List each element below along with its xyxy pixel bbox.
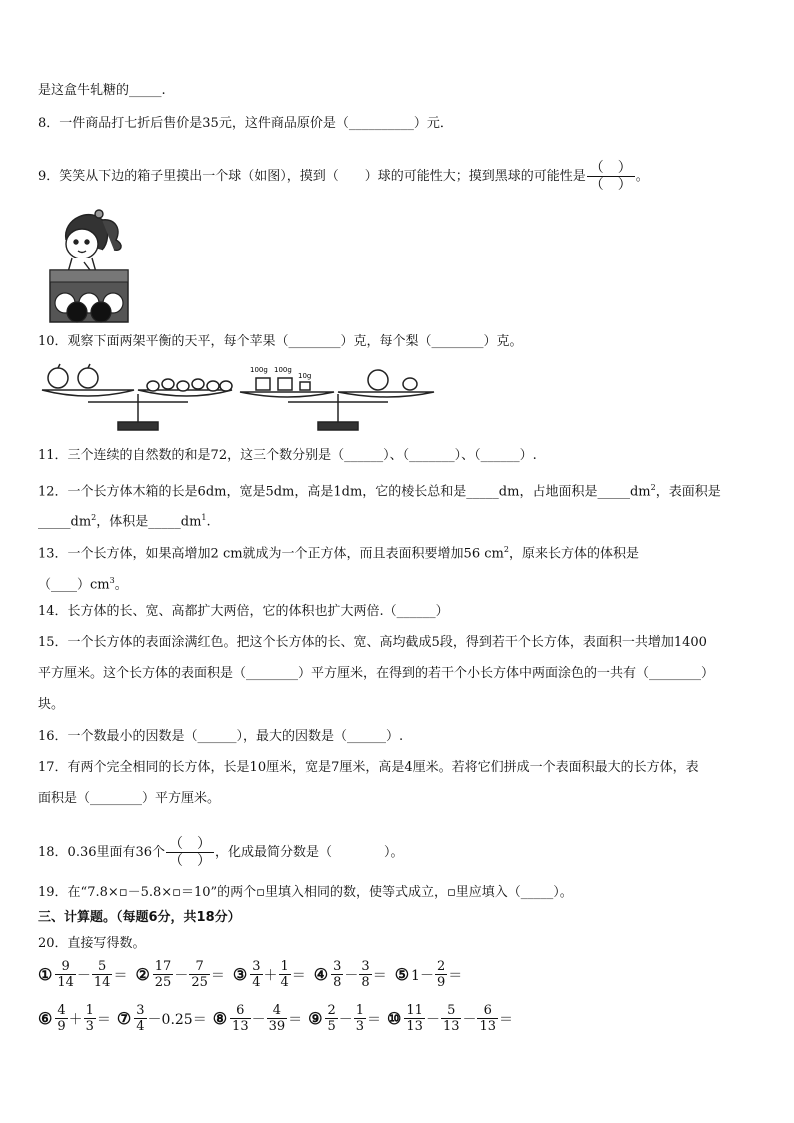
question-19: 19．在“7.8×▫－5.8×▫＝10”的两个▫里填入相同的数，使等式成立，▫里应填入（_____）。 [38,885,573,900]
calc-operator: ＋ [263,967,278,984]
fraction-denominator: 4 [280,975,289,990]
fraction [359,960,371,989]
fraction-numerator: 5 [92,960,113,975]
fraction-numerator: 4 [267,1004,288,1019]
fraction-denominator: 13 [406,1019,423,1034]
calc-equals: ＝ [96,1011,111,1028]
fraction [189,960,210,989]
fraction-numerator: 3 [136,1003,145,1018]
calc-equals: ＝ [288,1011,303,1028]
question-12-text-a: 12．一个长方体木箱的长是6dm，宽是5dm，高是1dm，它的棱长总和是_____dm，占地面积是_____dm [38,484,651,500]
calc-equals: ＝ [372,967,387,984]
fraction [325,1004,337,1033]
calc-item [213,1004,302,1033]
fraction [230,1004,251,1033]
girl-box-illustration [44,200,134,325]
fraction-numerator: 17 [154,959,172,974]
fraction-numerator: 4 [57,1003,66,1018]
superscript: 2 [650,483,656,492]
calc-operator: － [425,1011,440,1028]
calc-row-2 [38,1004,513,1033]
question-12-text-c: _____dm [38,514,92,530]
fraction-numerator: 1 [280,959,289,974]
fraction-numerator: 2 [436,959,446,974]
item-number: ⑧ [212,1009,228,1028]
fraction-denominator: （ ） [169,853,212,869]
fraction [55,1004,67,1033]
calc-operator: － [462,1011,477,1028]
calc-operator: － [251,1011,266,1028]
calc-item [395,960,463,989]
fraction-denominator: 9 [436,975,446,990]
fraction-denominator: 9 [57,1019,66,1034]
question-14: 14．长方体的长、宽、高都扩大两倍，它的体积也扩大两倍.（______） [38,604,449,619]
calc-operator: ＋ [68,1011,83,1028]
fraction [134,1004,146,1033]
item-number: ④ [313,965,329,984]
calc-equals: ＝ [210,967,225,984]
weight-label-3: 10g [298,372,312,380]
calc-item [135,960,224,989]
fraction-numerator: 3 [333,959,342,974]
balance-scales-illustration [38,362,438,434]
question-9 [38,160,758,193]
calc-operator: － [344,967,359,984]
question-13-text-c: （____）cm [38,577,110,593]
superscript: 1 [201,513,207,522]
fraction-denominator: 3 [85,1019,94,1034]
calc-operator: － [76,967,91,984]
calc-item [38,1004,111,1033]
fraction [250,960,262,989]
fraction-blank [587,160,635,193]
fraction-denominator: 3 [355,1019,365,1034]
fraction [153,960,174,989]
fraction [435,960,447,989]
fraction [331,960,343,989]
weight-label-2: 100g [274,366,292,374]
calc-operator: － [338,1011,353,1028]
question-18-text-a: 18．0.36里面有36个 [38,845,166,860]
question-17-line1: 17．有两个完全相同的长方体，长是10厘米，宽是7厘米，高是4厘米。若将它们拼成一个表面积最大的长方体，表 [38,760,699,775]
fraction-denominator: 13 [442,1019,460,1034]
fraction-numerator: 6 [477,1004,498,1019]
item-number: ① [38,965,53,984]
fraction-denominator: 13 [232,1019,249,1034]
calc-operator: － [174,967,189,984]
item-number: ⑤ [394,965,410,984]
fraction-numerator: 7 [189,960,210,975]
fraction-denominator: 4 [136,1019,145,1034]
fraction-numerator: 11 [406,1003,423,1018]
fraction [404,1004,425,1033]
question-12-line2 [38,509,758,531]
question-13-text-a: 13．一个长方体，如果高增加2 cm就成为一个正方体，而且表面积要增加56 cm [38,546,504,562]
item-number: ② [135,965,150,984]
question-9-text: 9．笑笑从下边的箱子里摸出一个球（如图），摸到（ ）球的可能性大；摸到黑球的可能性是 [38,169,586,184]
question-18-text-b: ，化成最简分数是（ ）。 [215,845,404,860]
fraction-denominator: 13 [479,1019,497,1034]
fraction-blank [166,836,214,869]
fraction-numerator: （ ） [166,836,214,853]
fraction [55,960,76,989]
question-12-text-d: ，体积是_____dm [96,514,202,530]
item-number: ⑥ [38,1009,53,1028]
superscript: 2 [91,513,97,522]
question-17-line2: 面积是（________）平方厘米。 [38,791,221,806]
calc-equals: ＝ [291,967,306,984]
question-15-line1: 15．一个长方体的表面涂满红色。把这个长方体的长、宽、高均截成5段，得到若干个长方体，表面积一共增加1400 [38,635,707,650]
weight-label-1: 100g [250,366,268,374]
item-number: ⑩ [387,1009,402,1028]
question-16: 16．一个数最小的因数是（______），最大的因数是（______）. [38,729,404,744]
item-number: ⑦ [116,1009,132,1028]
fraction [354,1004,366,1033]
fraction-numerator: 5 [441,1004,462,1019]
fraction [477,1004,498,1033]
question-12-text-b: ，表面积是 [655,484,721,500]
question-13-text-b: ，原来长方体的体积是 [508,546,639,562]
question-12-text-e: . [206,514,211,530]
calc-equals: ＝ [367,1011,382,1028]
fraction-denominator: 4 [252,975,261,990]
calc-equals: ＝ [499,1011,514,1028]
fraction-denominator: 5 [327,1019,336,1034]
fraction-denominator: 25 [191,975,208,990]
question-15-line3: 块。 [38,697,65,712]
fraction-numerator: 9 [55,960,76,975]
calc-item [117,1004,207,1033]
question-13-text-d: 。 [114,577,128,593]
line-intro: 是这盒牛轧糖的_____. [38,83,166,98]
section-3-heading: 三、计算题。（每题6分，共18分） [38,910,241,925]
calc-text: 1－ [411,967,434,984]
calc-item [308,1004,381,1033]
calc-equals: ＝ [448,967,463,984]
fraction-denominator: 14 [57,975,74,990]
fraction-numerator: 3 [252,959,261,974]
question-13-line1 [38,541,758,563]
calc-item [233,960,306,989]
fraction [84,1004,96,1033]
question-18 [38,836,758,869]
calc-item [314,960,387,989]
fraction-numerator: （ ） [587,160,635,177]
fraction-denominator: 14 [93,975,111,990]
fraction-numerator: 2 [327,1003,336,1018]
calc-item [387,1004,513,1033]
fraction-denominator: 8 [361,975,370,990]
question-10: 10．观察下面两架平衡的天平，每个苹果（________）克，每个梨（________）克。 [38,334,523,349]
question-8: 8．一件商品打七折后售价是35元，这件商品原价是（__________）元． [38,116,453,131]
superscript: 2 [503,545,509,554]
fraction [92,960,113,989]
calc-row-1 [38,960,462,989]
calc-equals: ＝ [113,967,128,984]
question-15-line2: 平方厘米。这个长方体的表面积是（________）平方厘米，在得到的若干个小长方体中两面涂色的一共有（________） [38,666,715,681]
fraction [267,1004,288,1033]
question-20: 20．直接写得数。 [38,936,146,951]
superscript: 3 [109,576,115,585]
question-11: 11．三个连续的自然数的和是72，这三个数分别是（______）、（_______）、（______）. [38,448,537,463]
item-number: ⑨ [308,1009,323,1028]
fraction-numerator: 3 [361,959,370,974]
fraction-denominator: （ ） [589,177,632,193]
fraction-numerator: 6 [230,1004,251,1019]
fraction-denominator: 39 [268,1019,286,1034]
calc-item [38,960,127,989]
question-12-line1 [38,479,758,501]
item-number: ③ [232,965,248,984]
fraction-denominator: 8 [333,975,342,990]
calc-operator: －0.25＝ [147,1011,207,1028]
question-13-line2 [38,572,758,594]
fraction [441,1004,462,1033]
fraction-numerator: 1 [85,1003,94,1018]
fraction-numerator: 1 [355,1003,365,1018]
question-9-end: 。 [635,169,649,184]
fraction-denominator: 25 [154,975,172,990]
fraction [279,960,291,989]
